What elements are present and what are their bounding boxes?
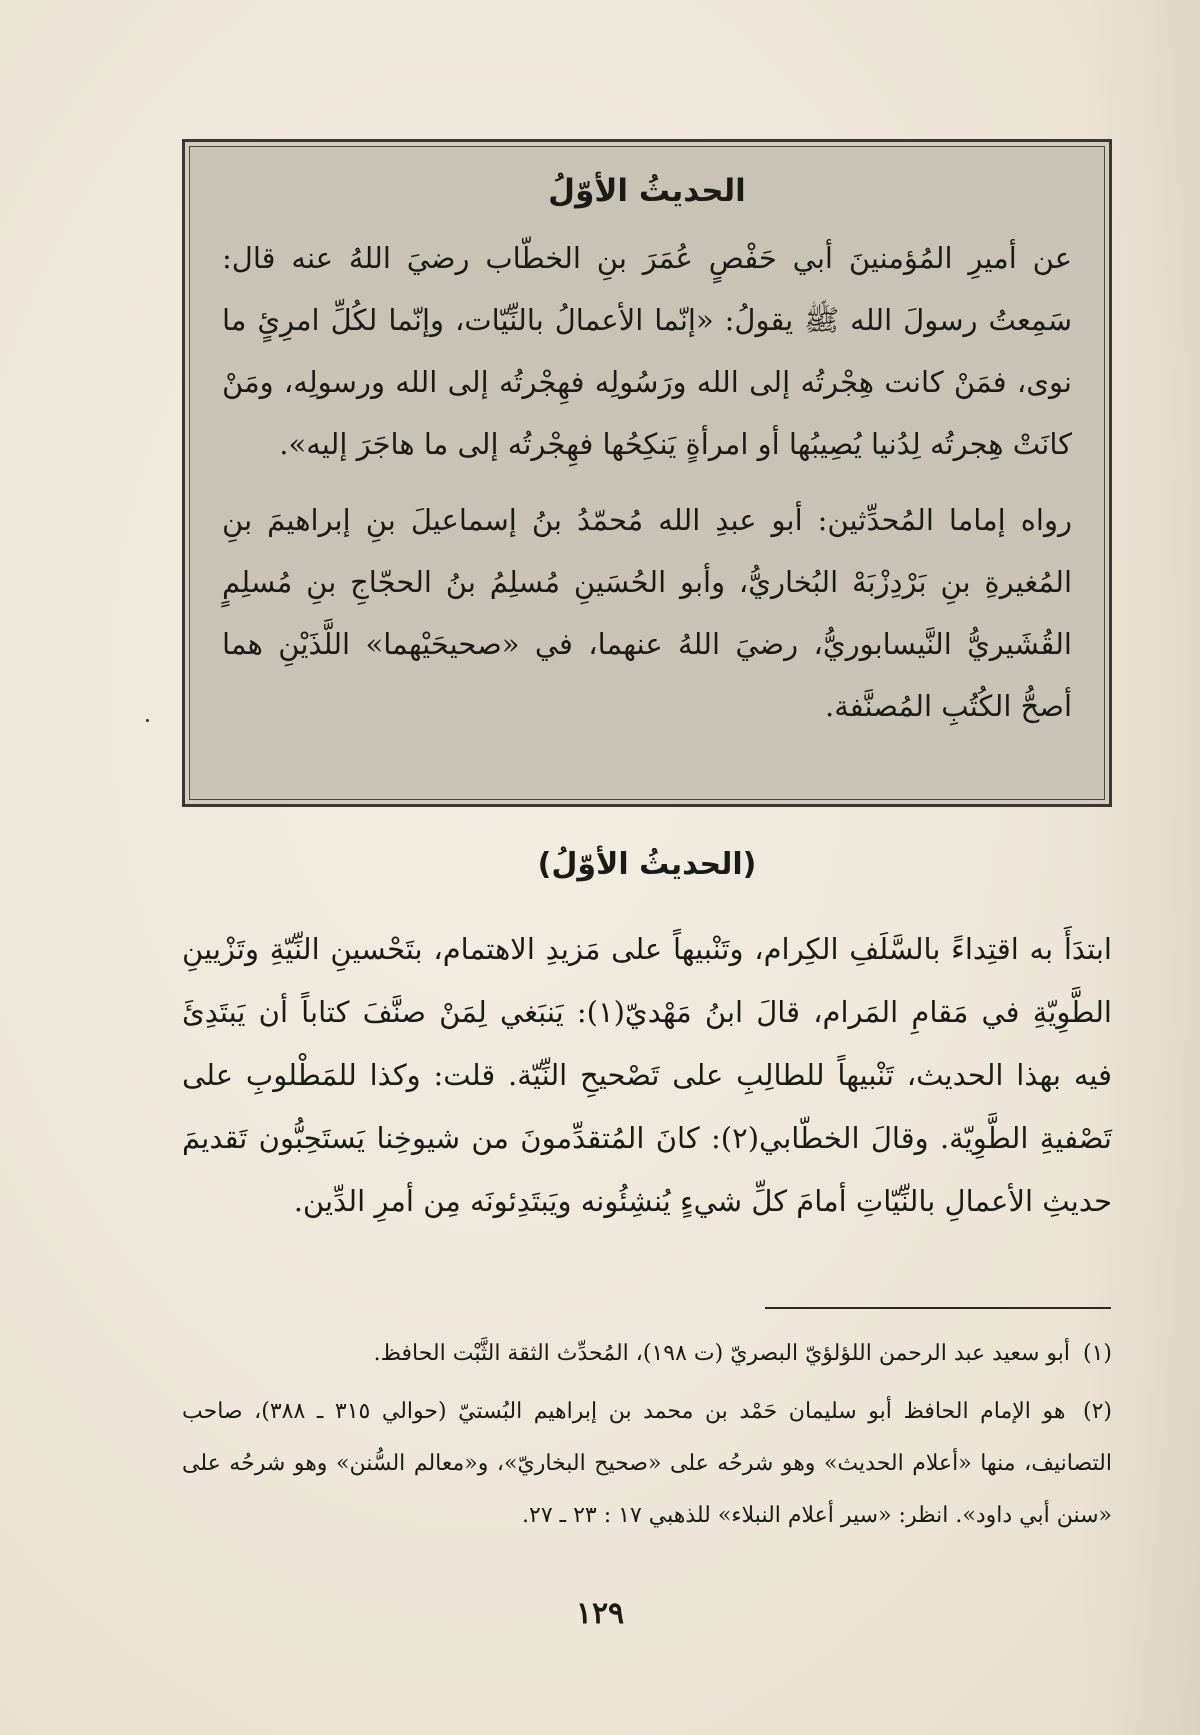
commentary-paragraph: ابتدَأَ به اقتِداءً بالسَّلَفِ الكِرام، وتَنْبيهاً على مَزيدِ الاهتمام، بتَحْسينِ النِّيّةِ وتَزْيينِ الطَّوِيّةِ في مَقامِ المَرام، قالَ ابنُ مَهْديّ(١): يَنبَغي لِمَنْ صنَّفَ كتاباً أن يَبتَدِئَ فيه بهذا الحديث، تَنْبيهاً للطالِبِ على تَصْحيحِ النِّيّة. قلت: وكذا للمَطْلوبِ على تَصْفيةِ الطَّوِيّة. وقالَ الخطّابي(٢): كانَ المُتقدِّمونَ من شيوخِنا يَستَحِبُّون تَقديمَ حديثِ الأعمالِ بالنِّيّاتِ أمامَ كلِّ شيءٍ يُنشِئُونه ويَبتَدِئونَه مِن أمرِ الدِّين. bbox=[182, 932, 1112, 1218]
hadith-source: رواه إماما المُحدِّثين: أبو عبدِ الله مُحمّدُ بنُ إسماعيلَ بنِ إبراهيمَ بنِ المُغيرةِ بنِ بَرْدِزْبَهْ البُخاريُّ، وأبو الحُسَينِ مُسلِمُ بنُ الحجّاجِ بنِ مُسلِمٍ القُشَيريُّ النَّيسابوريُّ، رضيَ اللهُ عنهما، في «صحيحَيْهما» اللَّذَيْنِ هما أصحُّ الكُتُبِ المُصنَّفة. bbox=[222, 503, 1072, 723]
hadith-text-box bbox=[182, 139, 1112, 807]
footnote-text: أبو سعيد عبد الرحمن اللؤلؤيّ البصريّ (ت ١٩٨)، المُحدِّث الثقة الثَّبْت الحافظ. bbox=[373, 1341, 1070, 1366]
commentary-title: (الحديثُ الأوّلُ) bbox=[537, 847, 757, 882]
page-number: ١٢٩ bbox=[575, 1596, 625, 1631]
footnote-number: (١) bbox=[1082, 1341, 1112, 1366]
footnote-number: (٢) bbox=[1083, 1399, 1113, 1424]
footnotes-list bbox=[182, 1328, 1112, 1548]
footnote-item bbox=[182, 1386, 1112, 1542]
hadith-box-title: الحديثُ الأوّلُ bbox=[548, 173, 746, 209]
footnote-item bbox=[182, 1328, 1112, 1380]
footnote-text: هو الإمام الحافظ أبو سليمان حَمْد بن محمد بن إبراهيم البُستيّ (حوالي ٣١٥ ـ ٣٨٨)، صاحب التصانيف، منها «أعلام الحديث» وهو شرحُه على «صحيح البخاريّ»، و«معالم السُّنن» وهو شرحُه على «سنن أبي داود». انظر: «سير أعلام النبلاء» للذهبي ١٧ : ٢٣ ـ ٢٧. bbox=[182, 1399, 1112, 1528]
page-speck bbox=[146, 719, 149, 722]
footnote-separator bbox=[765, 1307, 1111, 1309]
hadith-text-box-inner bbox=[189, 146, 1105, 800]
hadith-matn: عن أميرِ المُؤمنينَ أبي حَفْصٍ عُمَرَ بنِ الخطّاب رضيَ اللهُ عنه قال: سَمِعتُ رسولَ الله ﷺ يقولُ: «إنّما الأعمالُ بالنِّيّات، وإنّما لكُلِّ امرِئٍ ما نوى، فمَنْ كانت هِجْرتُه إلى الله ورَسُولِه فهِجْرتُه إلى الله ورسولِه، ومَنْ كانَتْ هِجرتُه لِدُنيا يُصِيبُها أو امرأةٍ يَنكِحُها فهِجْرتُه إلى ما هاجَرَ إليه». bbox=[222, 241, 1072, 461]
